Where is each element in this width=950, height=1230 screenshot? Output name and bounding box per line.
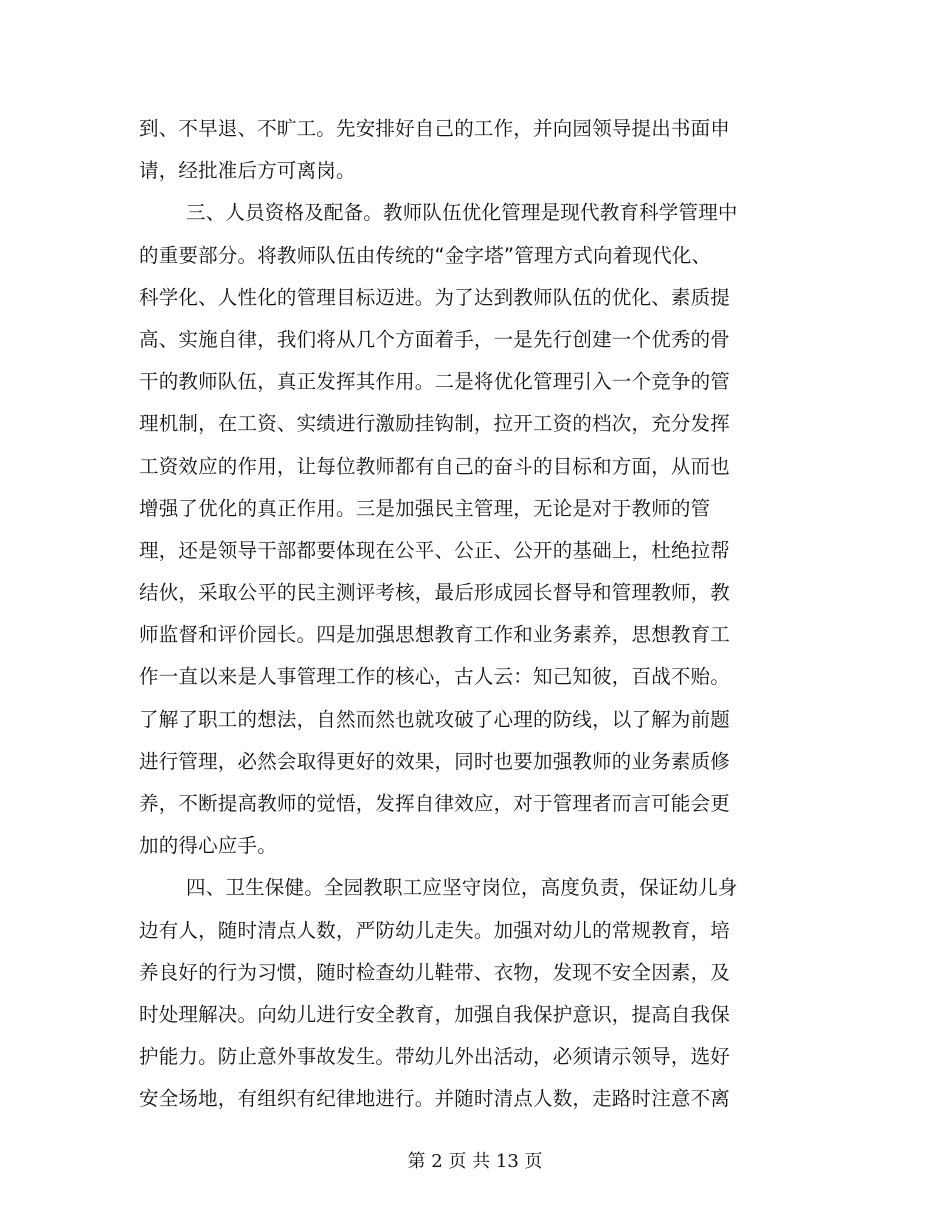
text-line: 了解了职工的想法，自然而然也就攻破了心理的防线，以了解为前题 bbox=[139, 707, 731, 731]
footer-total-pages: 13 bbox=[495, 1151, 519, 1172]
page-footer bbox=[0, 1150, 950, 1174]
text-line: 安全场地，有组织有纪律地进行。并随时清点人数，走路时注意不离 bbox=[139, 1087, 731, 1111]
text-line: 时处理解决。向幼儿进行安全教育，加强自我保护意识，提高自我保 bbox=[139, 1002, 731, 1026]
text-line: 到、不早退、不旷工。先安排好自己的工作，并向园领导提出书面申 bbox=[139, 117, 731, 140]
text-line: 作一直以来是人事管理工作的核心，古人云：知己知彼，百战不贻。 bbox=[139, 665, 731, 689]
text-line: 的重要部分。将教师队伍由传统的“金字塔”管理方式向着现代化、 bbox=[139, 243, 712, 267]
text-line: 四、卫生保健。全园教职工应坚守岗位，高度负责，保证幼儿身 bbox=[186, 876, 738, 900]
text-line: 三、人员资格及配备。教师队伍优化管理是现代教育科学管理中 bbox=[186, 201, 738, 225]
text-line: 增强了优化的真正作用。三是加强民主管理，无论是对于教师的管 bbox=[139, 496, 711, 520]
text-line: 养，不断提高教师的觉悟，发挥自律效应，对于管理者而言可能会更 bbox=[139, 792, 731, 815]
text-line: 科学化、人性化的管理目标迈进。为了达到教师队伍的优化、素质提 bbox=[139, 285, 731, 309]
text-line: 结伙，采取公平的民主测评考核，最后形成园长督导和管理教师，教 bbox=[139, 581, 731, 605]
text-line: 工资效应的作用，让每位教师都有自己的奋斗的目标和方面，从而也 bbox=[139, 454, 731, 478]
text-line: 干的教师队伍，真正发挥其作用。二是将优化管理引入一个竞争的管 bbox=[139, 370, 731, 394]
text-line: 进行管理，必然会取得更好的效果，同时也要加强教师的业务素质修 bbox=[139, 749, 731, 773]
text-line: 理机制，在工资、实绩进行激励挂钩制，拉开工资的档次，充分发挥 bbox=[139, 412, 731, 436]
footer-prefix: 第 bbox=[407, 1151, 426, 1172]
text-line: 理，还是领导干部都要体现在公平、公正、公开的基础上，杜绝拉帮 bbox=[139, 538, 731, 562]
text-line: 高、实施自律，我们将从几个方面着手，一是先行创建一个优秀的骨 bbox=[139, 327, 731, 351]
body-text bbox=[139, 108, 759, 1121]
text-line: 加的得心应手。 bbox=[139, 834, 277, 858]
footer-middle: 页 共 bbox=[448, 1151, 491, 1172]
text-line: 边有人，随时清点人数，严防幼儿走失。加强对幼儿的常规教育，培 bbox=[139, 918, 731, 942]
footer-current-page: 2 bbox=[431, 1151, 443, 1172]
text-line: 请，经批准后方可离岗。 bbox=[139, 159, 356, 183]
text-line: 护能力。防止意外事故发生。带幼儿外出活动，必须请示领导，选好 bbox=[139, 1045, 731, 1069]
text-line: 养良好的行为习惯，随时检查幼儿鞋带、衣物，发现不安全因素，及 bbox=[139, 960, 731, 984]
text-line: 师监督和评价园长。四是加强思想教育工作和业务素养，思想教育工 bbox=[139, 623, 731, 647]
footer-suffix: 页 bbox=[524, 1151, 543, 1172]
